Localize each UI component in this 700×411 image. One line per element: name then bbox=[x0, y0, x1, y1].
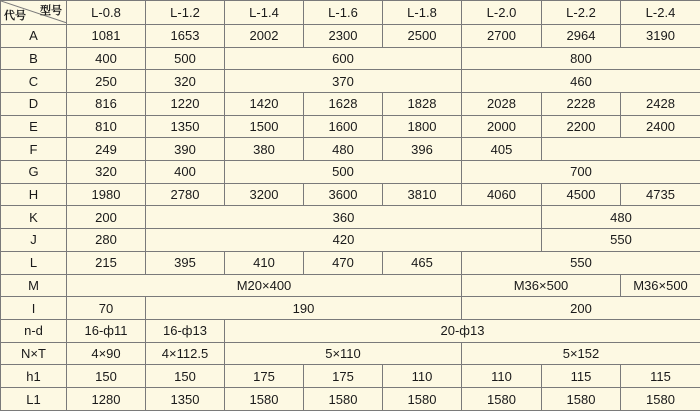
table-row bbox=[1, 115, 700, 138]
table-cell: 16-ф13 bbox=[146, 319, 225, 342]
model-header: L-1.2 bbox=[146, 1, 225, 25]
table-row bbox=[1, 319, 700, 342]
table-cell: 4×90 bbox=[67, 342, 146, 365]
table-row bbox=[1, 47, 700, 70]
row-code: L1 bbox=[1, 388, 67, 411]
table-cell: 395 bbox=[146, 251, 225, 274]
header-row bbox=[1, 1, 700, 25]
row-code: K bbox=[1, 206, 67, 229]
table-cell: 3810 bbox=[383, 183, 462, 206]
table-cell: 1580 bbox=[225, 388, 304, 411]
table-row bbox=[1, 251, 700, 274]
table-cell: 5×152 bbox=[462, 342, 700, 365]
table-cell: 1420 bbox=[225, 92, 304, 115]
row-code: N×T bbox=[1, 342, 67, 365]
table-cell: 110 bbox=[383, 365, 462, 388]
table-cell: 396 bbox=[383, 138, 462, 161]
table-cell: 150 bbox=[146, 365, 225, 388]
table-cell: 2028 bbox=[462, 92, 542, 115]
row-code: G bbox=[1, 161, 67, 184]
table-cell: 70 bbox=[67, 297, 146, 320]
table-cell: 390 bbox=[146, 138, 225, 161]
table-cell: 470 bbox=[304, 251, 383, 274]
table-cell: 1350 bbox=[146, 115, 225, 138]
row-code: h1 bbox=[1, 365, 67, 388]
table-cell: 4×112.5 bbox=[146, 342, 225, 365]
table-row bbox=[1, 388, 700, 411]
model-header: L-2.0 bbox=[462, 1, 542, 25]
table-cell: 2964 bbox=[542, 24, 621, 47]
table-cell: 360 bbox=[146, 206, 542, 229]
table-cell: 4500 bbox=[542, 183, 621, 206]
table-cell: 4060 bbox=[462, 183, 542, 206]
table-cell: M36×500 bbox=[462, 274, 621, 297]
table-cell: 460 bbox=[462, 70, 700, 93]
table-cell: 600 bbox=[225, 47, 462, 70]
table-cell: 2300 bbox=[304, 24, 383, 47]
table-cell: 1580 bbox=[542, 388, 621, 411]
table-cell: 2200 bbox=[542, 115, 621, 138]
table-row bbox=[1, 297, 700, 320]
table-cell: 175 bbox=[304, 365, 383, 388]
table-row bbox=[1, 342, 700, 365]
table-cell: 465 bbox=[383, 251, 462, 274]
model-header: L-1.8 bbox=[383, 1, 462, 25]
table-cell: 1980 bbox=[67, 183, 146, 206]
table-cell: 370 bbox=[225, 70, 462, 93]
table-cell: 2700 bbox=[462, 24, 542, 47]
row-code: B bbox=[1, 47, 67, 70]
table-cell: 3190 bbox=[621, 24, 700, 47]
row-code: D bbox=[1, 92, 67, 115]
table-cell: 115 bbox=[621, 365, 700, 388]
table-cell: 1628 bbox=[304, 92, 383, 115]
row-code: I bbox=[1, 297, 67, 320]
table-row bbox=[1, 24, 700, 47]
table-cell: 500 bbox=[146, 47, 225, 70]
corner-cell bbox=[1, 1, 67, 25]
table-cell: 700 bbox=[462, 161, 700, 184]
table-cell: 3200 bbox=[225, 183, 304, 206]
table-cell: 2002 bbox=[225, 24, 304, 47]
row-code: J bbox=[1, 229, 67, 252]
table-cell: 800 bbox=[462, 47, 700, 70]
table-cell: 816 bbox=[67, 92, 146, 115]
table-cell: 2500 bbox=[383, 24, 462, 47]
table-row bbox=[1, 206, 700, 229]
table-cell: 405 bbox=[462, 138, 542, 161]
table-cell: 1580 bbox=[383, 388, 462, 411]
table-cell: 190 bbox=[146, 297, 462, 320]
table-cell: M36×500 bbox=[621, 274, 700, 297]
table-cell: 410 bbox=[225, 251, 304, 274]
table-cell: 500 bbox=[225, 161, 462, 184]
table-cell: M20×400 bbox=[67, 274, 462, 297]
table-row bbox=[1, 274, 700, 297]
table-cell: 1828 bbox=[383, 92, 462, 115]
row-code: M bbox=[1, 274, 67, 297]
table-cell: 2000 bbox=[462, 115, 542, 138]
row-code: n-d bbox=[1, 319, 67, 342]
table-cell: 115 bbox=[542, 365, 621, 388]
row-code: C bbox=[1, 70, 67, 93]
table-row bbox=[1, 161, 700, 184]
table-cell: 480 bbox=[304, 138, 383, 161]
row-code: L bbox=[1, 251, 67, 274]
model-header: L-2.2 bbox=[542, 1, 621, 25]
table-cell: 110 bbox=[462, 365, 542, 388]
model-header: L-1.6 bbox=[304, 1, 383, 25]
table-cell: 380 bbox=[225, 138, 304, 161]
type-label: 型号 bbox=[40, 5, 62, 17]
table-row bbox=[1, 70, 700, 93]
table-row bbox=[1, 365, 700, 388]
table-cell: 3600 bbox=[304, 183, 383, 206]
table-cell: 4735 bbox=[621, 183, 700, 206]
table-cell: 1653 bbox=[146, 24, 225, 47]
table-cell: 420 bbox=[146, 229, 542, 252]
table-cell: 1600 bbox=[304, 115, 383, 138]
table-cell: 20-ф13 bbox=[225, 319, 700, 342]
table-cell: 1220 bbox=[146, 92, 225, 115]
table-row bbox=[1, 229, 700, 252]
code-label: 代号 bbox=[4, 9, 26, 22]
table-cell: 480 bbox=[542, 206, 700, 229]
table-cell: 1350 bbox=[146, 388, 225, 411]
table-cell: 200 bbox=[67, 206, 146, 229]
table-cell: 550 bbox=[462, 251, 700, 274]
row-code: H bbox=[1, 183, 67, 206]
table-cell: 1280 bbox=[67, 388, 146, 411]
table-cell: 5×110 bbox=[225, 342, 462, 365]
row-code: F bbox=[1, 138, 67, 161]
table-cell: 250 bbox=[67, 70, 146, 93]
model-header: L-0.8 bbox=[67, 1, 146, 25]
model-header: L-2.4 bbox=[621, 1, 700, 25]
table-cell: 400 bbox=[146, 161, 225, 184]
table-cell: 280 bbox=[67, 229, 146, 252]
table-row bbox=[1, 92, 700, 115]
table-cell: 1500 bbox=[225, 115, 304, 138]
table-row bbox=[1, 183, 700, 206]
table-cell: 1081 bbox=[67, 24, 146, 47]
table-cell: 320 bbox=[67, 161, 146, 184]
table-cell: 2780 bbox=[146, 183, 225, 206]
table-cell: 16-ф11 bbox=[67, 319, 146, 342]
table-cell: 810 bbox=[67, 115, 146, 138]
table-cell: 2428 bbox=[621, 92, 700, 115]
table-cell: 249 bbox=[67, 138, 146, 161]
table-cell: 215 bbox=[67, 251, 146, 274]
table-cell: 2228 bbox=[542, 92, 621, 115]
row-code: E bbox=[1, 115, 67, 138]
spec-table-body bbox=[1, 1, 700, 411]
table-cell: 2400 bbox=[621, 115, 700, 138]
table-cell: 1580 bbox=[462, 388, 542, 411]
table-cell: 550 bbox=[542, 229, 700, 252]
table-cell: 200 bbox=[462, 297, 700, 320]
table-cell: 1800 bbox=[383, 115, 462, 138]
table-cell bbox=[542, 138, 700, 161]
table-cell: 400 bbox=[67, 47, 146, 70]
table-cell: 1580 bbox=[621, 388, 700, 411]
table-cell: 1580 bbox=[304, 388, 383, 411]
table-cell: 175 bbox=[225, 365, 304, 388]
model-header: L-1.4 bbox=[225, 1, 304, 25]
table-cell: 320 bbox=[146, 70, 225, 93]
row-code: A bbox=[1, 24, 67, 47]
table-row bbox=[1, 138, 700, 161]
table-cell: 150 bbox=[67, 365, 146, 388]
